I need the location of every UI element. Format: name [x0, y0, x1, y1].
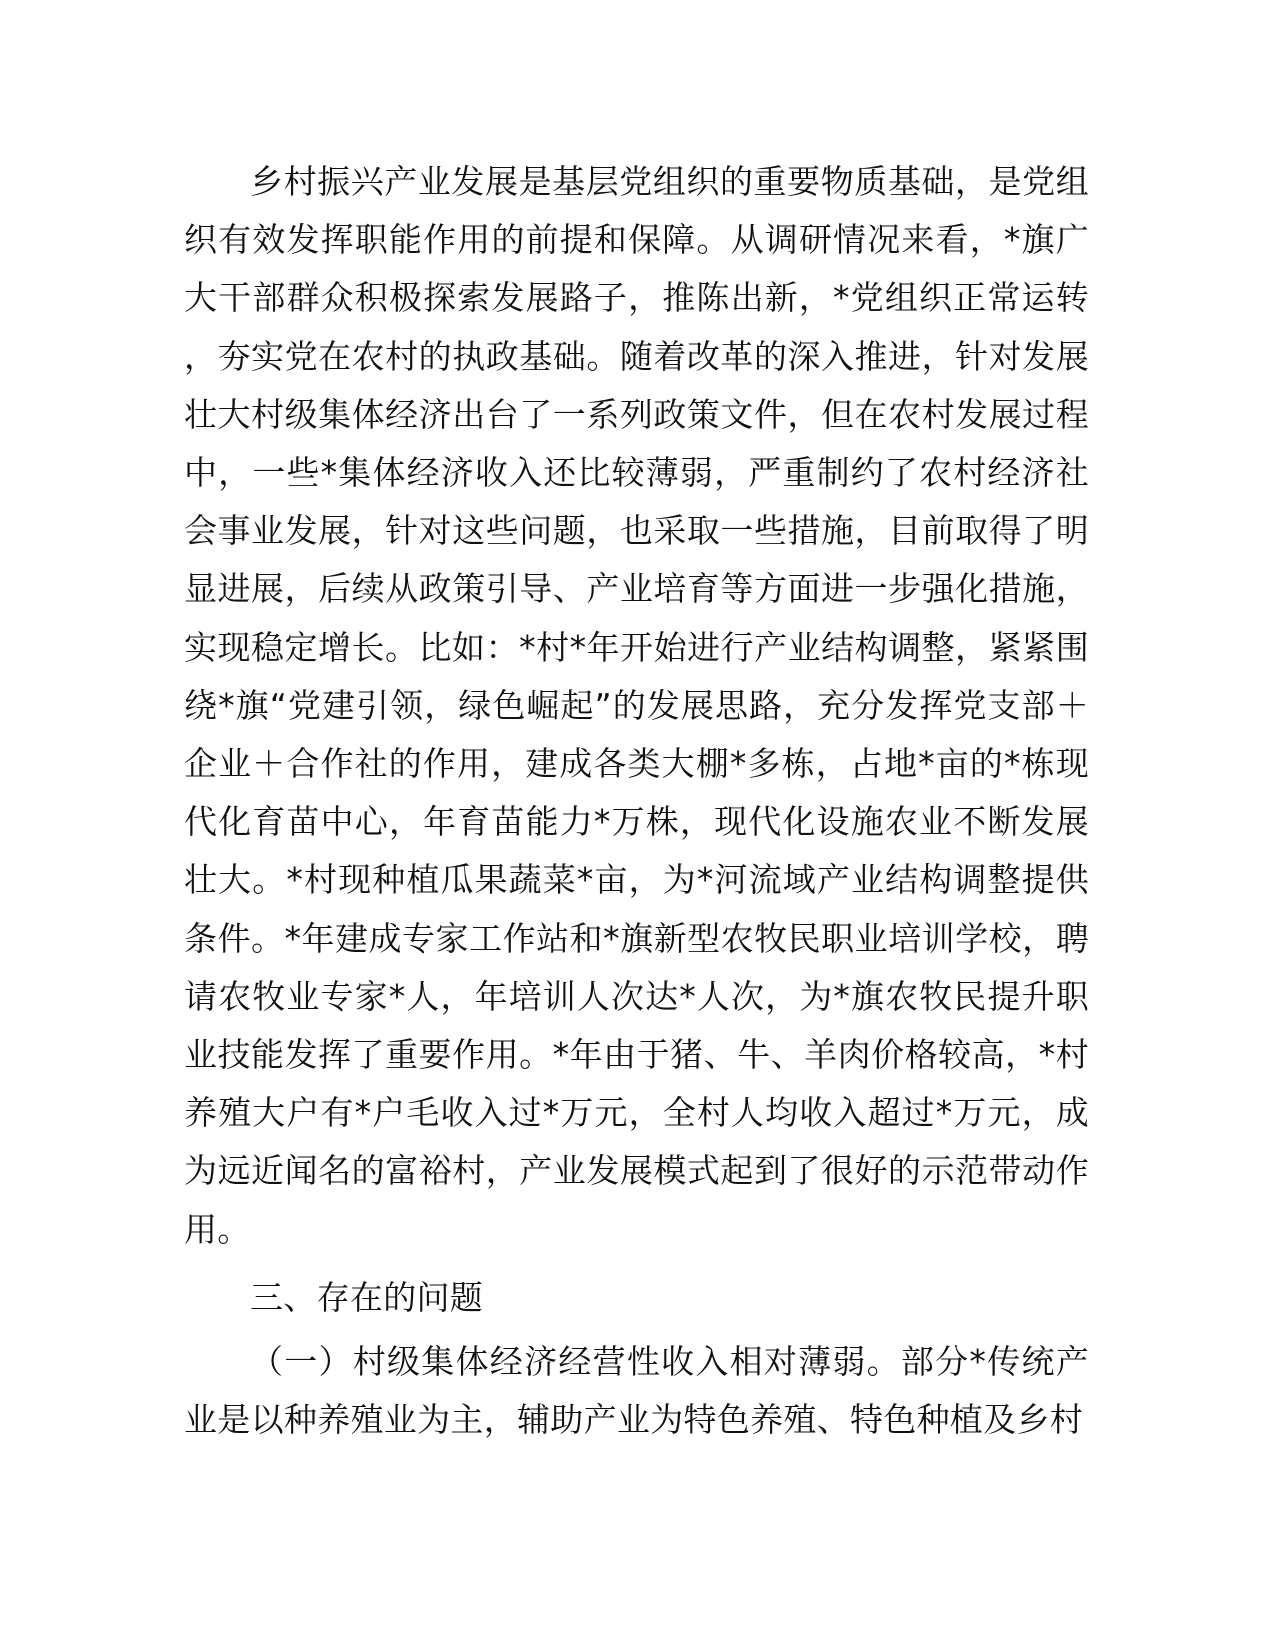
subsection-paragraph: （一）村级集体经济经营性收入相对薄弱。部分*传统产业是以种养殖业为主，辅助产业为特色养殖、特色种植及乡村 [184, 1342, 1089, 1440]
document-body [184, 153, 1089, 1449]
paragraph-rural-industry: 乡村振兴产业发展是基层党组织的重要物质基础，是党组织有效发挥职能作用的前提和保障。从调研情况来看，*旗广大干部群众积极探索发展路子，推陈出新，*党组织正常运转，夯实党在农村的执政基础。随着改革的深入推进，针对发展壮大村级集体经济出台了一系列政策文件，但在农村发展过程中，一些*集体经济收入还比较薄弱，严重制约了农村经济社会事业发展，针对这些问题，也采取一些措施，目前取得了明显进展，后续从政策引导、产业培育等方面进一步强化措施，实现稳定增长。比如：*村*年开始进行产业结构调整，紧紧围绕*旗“党建引领，绿色崛起”的发展思路，充分发挥党支部＋企业＋合作社的作用，建成各类大棚*多栋，占地*亩的*栋现代化育苗中心，年育苗能力*万株，现代化设施农业不断发展壮大。*村现种植瓜果蔬菜*亩，为*河流域产业结构调整提供条件。*年建成专家工作站和*旗新型农牧民职业培训学校，聘请农牧业专家*人，年培训人次达*人次，为*旗农牧民提升职业技能发挥了重要作用。*年由于猪、牛、羊肉价格较高，*村养殖大户有*户毛收入过*万元，全村人均收入超过*万元，成为远近闻名的富裕村，产业发展模式起到了很好的示范带动作用。 [184, 162, 1089, 1249]
section-heading: 三、存在的问题 [250, 1277, 484, 1317]
